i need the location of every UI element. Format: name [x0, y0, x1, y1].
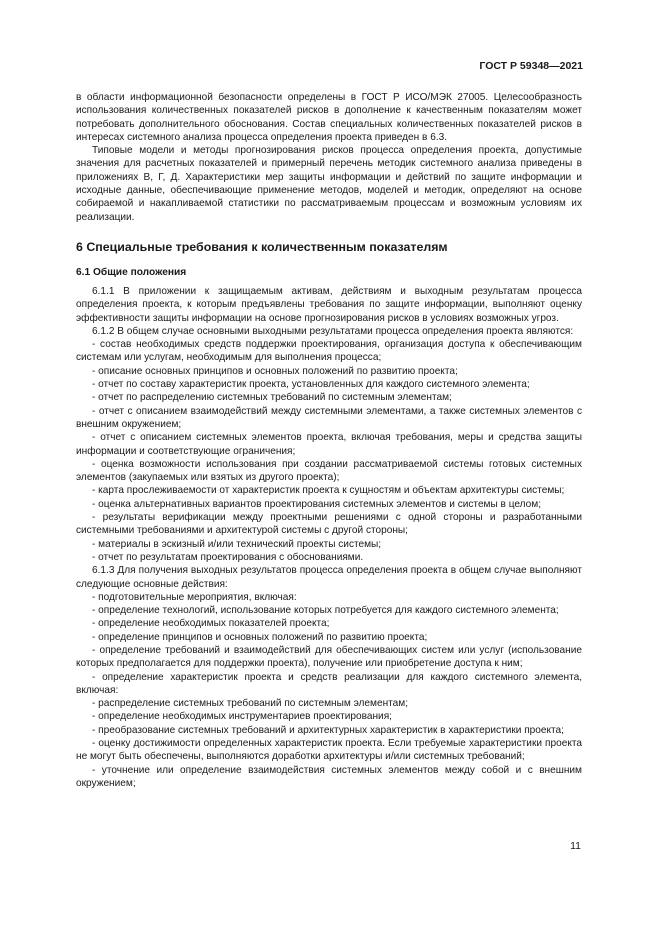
intro-block: [76, 91, 582, 224]
paragraph: 6.1.3 Для получения выходных результатов процесса определения проекта в общем случае выполняют следующие основные действия:: [76, 565, 582, 590]
page-number: 11: [570, 840, 581, 852]
paragraph: - уточнение или определение взаимодействия системных элементов между собой и с внешним окружением;: [76, 764, 582, 789]
body-block: [76, 285, 582, 790]
paragraph: Типовые модели и методы прогнозирования рисков процесса определения проекта, допустимые значения для расчетных показателей и примерный перечень методик системного анализа приведены в приложениях В, Г, Д. Характеристики мер защиты информации и действий по защите информации и исходные данные, обеспечивающие применение методов, моделей и методик, определяют на основе собираемой и накапливаемой статистики по рассматриваемым процессам и возможным условиям их реализации.: [76, 145, 582, 223]
paragraph: - определение характеристик проекта и средств реализации для каждого системного элемента, включая:: [76, 671, 582, 696]
paragraph: - оценка альтернативных вариантов проектирования системных элементов и системы в целом;: [92, 498, 542, 510]
paragraph: - определение необходимых инструментариев проектирования;: [92, 711, 392, 723]
paragraph: - подготовительные мероприятия, включая:: [92, 591, 297, 603]
paragraph: 6.1.1 В приложении к защищаемым активам, действиям и выходным результатам процесса определения проекта, к которым предъявлены требования по защите информации, выполняют оценку эффективности защиты информации на основе прогнозирования рисков в условиях возможных угроз.: [76, 285, 582, 324]
paragraph: - определение необходимых показателей проекта;: [92, 618, 330, 630]
paragraph: - результаты верификации между проектными решениями с одной стороны и разработанными системными требованиями и архитектурой системы с другой стороны;: [76, 512, 582, 537]
document-header: ГОСТ Р 59348—2021: [479, 60, 583, 72]
paragraph: - описание основных принципов и основных положений по развитию проекта;: [92, 365, 458, 377]
paragraph: - определение принципов и основных положений по развитию проекта;: [92, 631, 428, 643]
paragraph: 6.1.2 В общем случае основными выходными результатами процесса определения проекта являются:: [92, 325, 574, 337]
paragraph: - отчет с описанием системных элементов проекта, включая требования, меры и средства защиты информации и соответствующие ограничения;: [76, 432, 582, 457]
paragraph: - определение технологий, использование которых потребуется для каждого системного элемента;: [92, 605, 559, 617]
page-content: [76, 91, 582, 790]
paragraph: - карта прослеживаемости от характеристик проекта к сущностям и объектам архитектуры системы;: [92, 485, 565, 497]
paragraph: - преобразование системных требований и архитектурных характеристик в характеристики проекта;: [92, 724, 564, 736]
paragraph: - отчет по распределению системных требований по системным элементам;: [92, 392, 452, 404]
paragraph: - состав необходимых средств поддержки проектирования, организация доступа к обеспечивающим системам или услугам, необходимым для выполнения процесса;: [76, 339, 582, 364]
paragraph: - оценку достижимости определенных характеристик проекта. Если требуемые характеристики проекта не могут быть обеспечены, выполняются доработки архитектуры и/или системных требований;: [76, 738, 582, 763]
paragraph: - материалы в эскизный и/или технический проекты системы;: [92, 538, 382, 550]
paragraph: - отчет с описанием взаимодействий между системными элементами, а также системных элементов с внешним окружением;: [76, 405, 582, 430]
paragraph: в области информационной безопасности определены в ГОСТ Р ИСО/МЭК 27005. Целесообразность использования количественных показателей рисков в дополнение к качественным показателям может потребовать дополнительного обоснования. Состав специальных количественных показателей рисков в интересах системного анализа процесса определения проекта приведен в 6.3.: [76, 92, 582, 143]
paragraph: - отчет по результатам проектирования с обоснованиями.: [92, 551, 364, 563]
section-title: 6 Специальные требования к количественным показателям: [76, 239, 448, 254]
subsection-title: 6.1 Общие положения: [76, 266, 187, 278]
paragraph: - распределение системных требований по системным элементам;: [92, 698, 409, 710]
paragraph: - оценка возможности использования при создании рассматриваемой системы готовых системных элементов (закупаемых или взятых из другого проекта);: [76, 458, 582, 484]
paragraph: - отчет по составу характеристик проекта, установленных для каждого системного элемента;: [92, 379, 530, 391]
paragraph: - определение требований и взаимодействий для обеспечивающих систем или услуг (использование которых предполагается для поддержки проекта), получение или приобретение доступа к ним;: [76, 644, 582, 670]
